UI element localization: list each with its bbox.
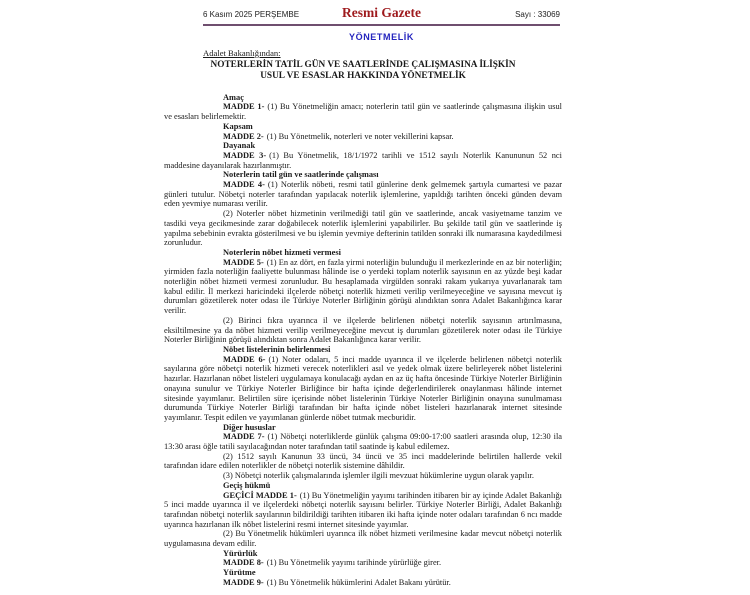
gazette-issue-number: Sayı : 33069 bbox=[515, 10, 560, 19]
paragraph-text: (1) Bu Yönetmelik, noterleri ve noter vekillerini kapsar. bbox=[266, 131, 454, 141]
document-title-line2: USUL VE ESASLAR HAKKINDA YÖNETMELİK bbox=[260, 71, 466, 82]
paragraph-text: (1) En az dört, en fazla yirmi noterliğin bulunduğu il merkezlerinde en az bir noterliğin; yirmiden fazla noterliğin faaliyette bulunması hâlinde ise o yerdeki toplam noterlik sayısının en az yüzde beşi kadar noterliğin nöbet hizmeti vermesi zorunludur. Bu hesaplamada virgülden sonraki rakam yukarıya yuvarlanarak tam kabul edilir. İl merkezi haricindeki ilçelerde nöbetçi noterlik hizmeti verilip verilmeyeceğine ve sayısına mevcut iş durumları gözetilerek noter odası ile Türkiye Noterler Birliğinin görüşü alındıktan sonra Adalet Bakanlığınca karar verilir. bbox=[164, 257, 562, 316]
section-heading: Diğer hususlar bbox=[223, 422, 276, 432]
gazette-masthead bbox=[203, 5, 560, 26]
document-title bbox=[164, 60, 562, 83]
paragraph bbox=[164, 209, 562, 248]
document-content bbox=[164, 49, 562, 588]
article-number: MADDE 5- bbox=[223, 257, 264, 267]
paragraph-text: (3) Nöbetçi noterlik çalışmalarında işlemler ilgili mevzuat hükümlerine uygun olarak yapılır. bbox=[223, 471, 534, 481]
section-heading: Nöbet listelerinin belirlenmesi bbox=[223, 344, 331, 354]
section-heading: Yürütme bbox=[223, 568, 256, 578]
section-heading: Noterlerin nöbet hizmeti vermesi bbox=[223, 247, 341, 257]
paragraph bbox=[164, 432, 562, 451]
paragraph-text: (1) Noterlik nöbeti, resmi tatil günlerine denk gelmemek şartıyla cumartesi ve pazar günleri tutulur. Nöbetçi noterler tarafından yapılacak noterlik işlemlerine, yapıldığı tarihten önceki günden devam eden yevmiye numarası verilir. bbox=[164, 180, 562, 209]
paragraph-text: (2) 1512 sayılı Kanunun 33 üncü, 34 üncü ve 35 inci maddelerinde belirtilen hallerde vekil tarafından idare edilen noterlikler de nöbetçi noterlik sistemine dâhildir. bbox=[164, 451, 562, 471]
paragraph-text: (2) Noterler nöbet hizmetinin verilmediği tatil gün ve saatlerinde, ancak vasiyetname tanzim ve tasdiki veya gecikmesinde zarar doğabilecek noterlik işlemlerini yapabilirler. Bu şekilde tatil gün ve saatlerinde iş yapılma sebebinin evrakta gösterilmesi ve bu işlemin yevmiye defterinin tatilden sonraki ilk numarasına kaydedilmesi zorunludur. bbox=[164, 209, 562, 248]
article-number: MADDE 1- bbox=[223, 102, 265, 112]
article-number: MADDE 9- bbox=[223, 577, 264, 587]
paragraph bbox=[164, 258, 562, 316]
paragraph bbox=[164, 180, 562, 209]
paragraph bbox=[164, 491, 562, 530]
paragraph bbox=[164, 316, 562, 345]
paragraph-text: (2) Bu Yönetmelik hükümleri uyarınca ilk nöbet hizmeti verilmesine kadar mevcut nöbetçi noterlik uygulamasına devam edilir. bbox=[164, 529, 562, 549]
article-number: MADDE 8- bbox=[223, 558, 264, 568]
section-heading: Kapsam bbox=[223, 121, 253, 131]
paragraph bbox=[164, 578, 562, 588]
paragraph-text: (1) Noter odaları, 5 inci madde uyarınca il ve ilçelerde belirlenen nöbetçi noterlik sayılarına göre nöbetçi noterlik hizmeti verecek noterlikleri asıl ve yedek olmak üzere belirleyerek nöbet listelerini hazırlar. Hazırlanan nöbet listeleri uygulamaya konulacağı aydan en az üç hafta öncesinde Türkiye Noterler Birliğinin onayına sunulur ve Türkiye Noterler Birliğince bir hafta içinde değerlendirilerek onaylanması hâlinde internet sitesinde yayımlanır. Belirtilen süre içerisinde nöbet listelerinin Türkiye Noterler Birliğinin onayına sunulmaması durumunda Türkiye Noterler Birliği tarafından bir hafta içinde nöbet listeleri hazırlanarak internet sitesinde yayımlanır. Tespit edilen ve yayımlanan günlerde nöbet tutmak mecburidir. bbox=[164, 354, 562, 422]
article-number: MADDE 2- bbox=[223, 131, 264, 141]
article-number: MADDE 3- bbox=[223, 150, 267, 160]
paragraph-text: (1) Bu Yönetmelik hükümlerini Adalet Bakanı yürütür. bbox=[266, 577, 451, 587]
paragraph-text: (1) Bu Yönetmelik, 18/1/1972 tarihli ve 1512 sayılı Noterlik Kanununun 52 nci maddesine dayanılarak hazırlanmıştır. bbox=[164, 150, 562, 170]
article-number: MADDE 4- bbox=[223, 180, 265, 190]
article-number: MADDE 6- bbox=[223, 354, 266, 364]
article-number: MADDE 7- bbox=[223, 432, 265, 442]
paragraph bbox=[164, 529, 562, 548]
section-heading: Yürürlük bbox=[223, 548, 258, 558]
paragraph bbox=[164, 102, 562, 121]
paragraph-text: (1) Bu Yönetmeliğin yayımı tarihinden itibaren bir ay içinde Adalet Bakanlığı 5 inci madde uyarınca il ve ilçelerdeki nöbetçi noterlik sayısını belirler. Türkiye Noterler Birliği, Adalet Bakanlığı tarafından nöbetçi noterlik sayılarının bildirildiği tarihten itibaren iki hafta içinde noter odaları tarafından 6 ncı madde uyarınca hazırlanan ilk nöbet listelerini resmi internet sitesinde yayımlar. bbox=[164, 490, 563, 529]
paragraph bbox=[164, 132, 562, 142]
paragraph bbox=[164, 471, 562, 481]
document-title-line1: NOTERLERİN TATİL GÜN VE SAATLERİNDE ÇALIŞMASINA İLİŞKİN bbox=[210, 59, 516, 70]
paragraph bbox=[164, 355, 562, 423]
section-heading: Geçiş hükmü bbox=[223, 480, 271, 490]
paragraph-text: (1) Bu Yönetmelik yayımı tarihinde yürürlüğe girer. bbox=[266, 558, 442, 568]
issuer-line: Adalet Bakanlığından: bbox=[203, 48, 281, 58]
paragraph-text: (2) Birinci fıkra uyarınca il ve ilçelerde belirlenen nöbetçi noterlik sayısının artırılmasına, eksiltilmesine ya da nöbet hizmeti verilip verilmeyeceğine mevcut iş durumları gözetilerek noter odası ile Türkiye Noterler Birliğinin görüşü alındıktan sonra Adalet Bakanlığınca karar verilir. bbox=[164, 315, 562, 345]
document-body bbox=[164, 93, 562, 588]
paragraph bbox=[164, 452, 562, 471]
gazette-title: Resmi Gazete bbox=[341, 5, 422, 20]
section-heading: Amaç bbox=[223, 92, 244, 102]
gazette-section-label: YÖNETMELİK bbox=[348, 32, 414, 42]
section-heading: Dayanak bbox=[223, 141, 256, 151]
paragraph-text: (1) Bu Yönetmeliğin amacı; noterlerin tatil gün ve saatlerinde çalışmasına ilişkin usul ve esasları belirlemektir. bbox=[164, 102, 562, 122]
gazette-date: 6 Kasım 2025 PERŞEMBE bbox=[203, 10, 300, 19]
paragraph bbox=[164, 151, 562, 170]
article-number: GEÇİCİ MADDE 1- bbox=[223, 490, 297, 500]
section-heading: Noterlerin tatil gün ve saatlerinde çalışması bbox=[223, 170, 379, 180]
paragraph-text: (1) Nöbetçi noterliklerde günlük çalışma 09:00-17:00 saatleri arasında olup, 12:30 ila 13:30 arası öğle tatili sayılacağından noter tarafından tatil saatinde iş kabul edilemez. bbox=[164, 432, 562, 452]
paragraph bbox=[164, 558, 562, 568]
